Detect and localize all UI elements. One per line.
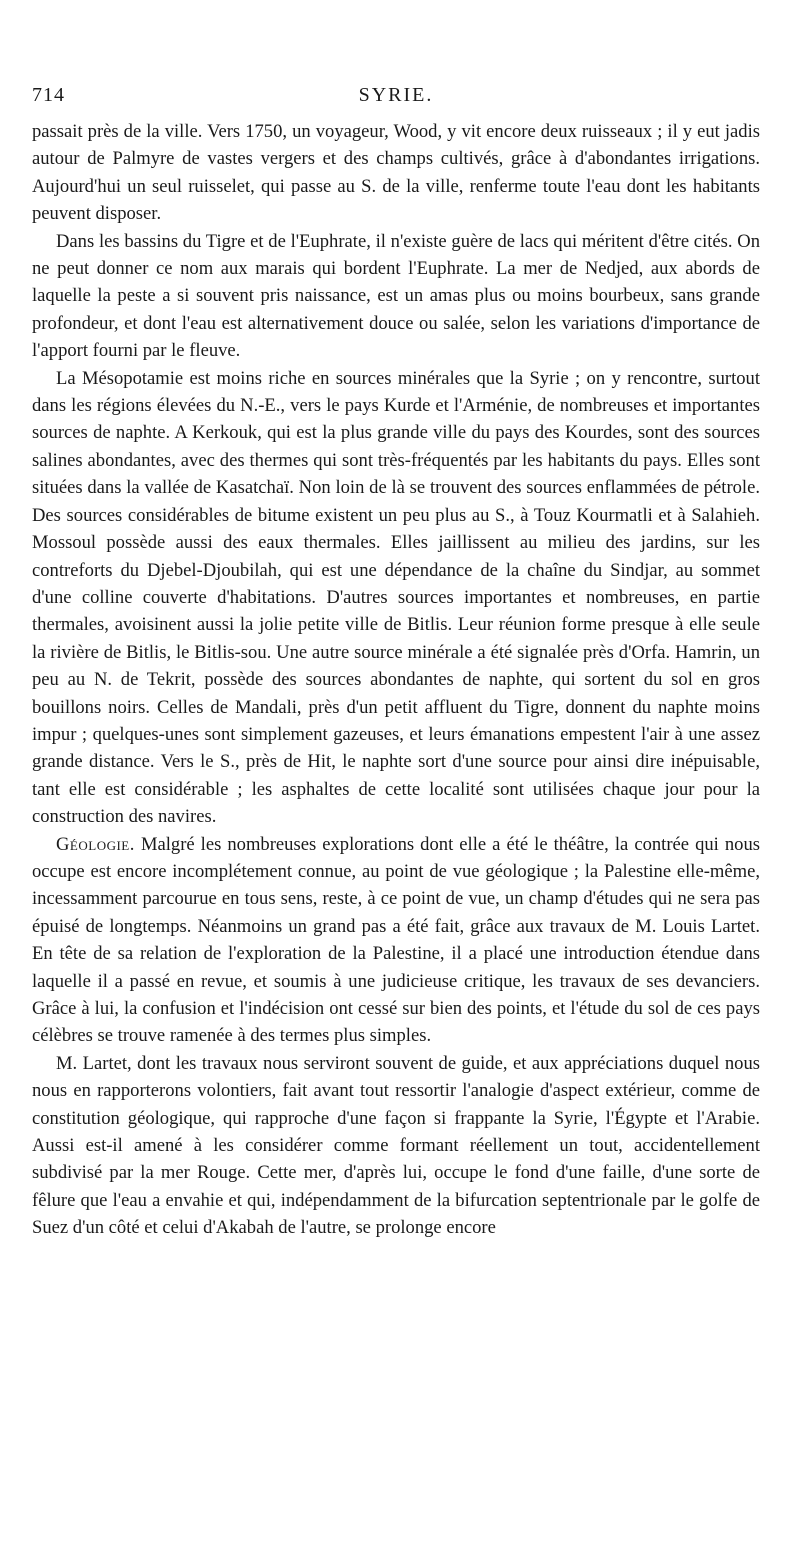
book-page xyxy=(32,84,760,1242)
paragraph-text: Malgré les nombreuses explorations dont elle a été le théâtre, la contrée qui nous occupe est encore incomplétement connue, au point de vue géologique ; la Palestine elle-même, incessamment parcourue en tous sens, reste, à ce point de vue, un champ d'études qui ne sera pas épuisé de longtemps. Néanmoins un grand pas a été fait, grâce aux travaux de M. Louis Lartet. En tête de sa relation de l'exploration de la Palestine, il a placé une introduction étendue dans laquelle il a passé en revue, et soumis à une judicieuse critique, les travaux de ses devanciers. Grâce à lui, la confusion et l'indécision ont cessé sur bien des points, et l'étude du sol de ces pays célèbres se trouve ramenée à des termes plus simples. xyxy=(32,833,760,1047)
paragraph-lacs xyxy=(32,228,760,365)
paragraph-text: passait près de la ville. Vers 1750, un voyageur, Wood, y vit encore deux ruisseaux ; il y eut jadis autour de Palmyre de vastes vergers et des champs cultivés, grâce à d'abondantes irrigations. Aujourd'hui un seul ruisselet, qui passe au S. de la ville, renferme toute l'eau dont les habitants peuvent disposer. xyxy=(32,121,760,225)
paragraph-palmyre xyxy=(32,118,760,228)
page-number: 714 xyxy=(32,84,65,106)
paragraph-lartet xyxy=(32,1050,760,1242)
paragraph-text: Dans les bassins du Tigre et de l'Euphrate, il n'existe guère de lacs qui méritent d'être cités. On ne peut donner ce nom aux marais qui bordent l'Euphrate. La mer de Nedjed, aux abords de laquelle la peste a si souvent pris naissance, est un amas plus ou moins bourbeux, sans grande profondeur, et dont l'eau est alternativement douce ou salée, selon les variations d'importance de l'apport fourni par le fleuve. xyxy=(32,230,760,362)
paragraph-sources-minerales xyxy=(32,365,760,831)
paragraph-geologie xyxy=(32,831,760,1050)
running-title: SYRIE. xyxy=(358,84,434,106)
paragraph-text: La Mésopotamie est moins riche en sources minérales que la Syrie ; on y rencontre, surtout dans les régions élevées du N.-E., vers le pays Kurde et l'Arménie, de nombreuses et importantes sources de naphte. A Kerkouk, qui est la plus grande ville du pays des Kourdes, sont des sources salines abondantes, avec des thermes qui sont très-fréquentés par les habitants du pays. Elles sont situées dans la vallée de Kasatchaï. Non loin de là se trouvent des sources enflammées de pétrole. Des sources considérables de bitume existent un peu plus au S., à Touz Kourmatli et à Salahieh. Mossoul possède aussi des eaux thermales. Elles jaillissent au milieu des jardins, sur les contreforts du Djebel-Djoubilah, qui est une dépendance de la chaîne du Sindjar, au sommet d'une colline couverte d'habitations. D'autres sources importantes et nombreuses, en partie thermales, avoisinent aussi la jolie petite ville de Bitlis. Leur réunion forme presque à elle seule la rivière de Bitlis, le Bitlis-sou. Une autre source minérale a été signalée près d'Orfa. Hamrin, un peu au N. de Tekrit, possède des sources abondantes de naphte, qui sortent du sol en gros bouillons noirs. Celles de Mandali, près d'un petit affluent du Tigre, donnent du naphte moins impur ; quelques-unes sont simplement gazeuses, et leurs émanations empestent l'air à une assez grande distance. Vers le S., près de Hit, le naphte sort d'une source pour ainsi dire inépuisable, tant elle est considérable ; les asphaltes de cette localité sont utilisées chaque jour pour la construction des navires. xyxy=(32,367,760,828)
paragraph-text: M. Lartet, dont les travaux nous serviront souvent de guide, et aux appréciations duquel nous nous en rapporterons volontiers, fait avant tout ressortir l'analogie d'aspect extérieur, comme de constitution géologique, qui rapproche d'une façon si frappante la Syrie, l'Égypte et l'Arabie. Aussi est-il amené à les considérer comme formant réellement un tout, accidentellement subdivisé par la mer Rouge. Cette mer, d'après lui, occupe le fond d'une faille, d'une sorte de fêlure que l'eau a envahie et qui, indépendamment de la bifurcation septentrionale par le golfe de Suez d'un côté et celui d'Akabah de l'autre, se prolonge encore xyxy=(32,1052,760,1239)
section-lead-geologie: Géologie. xyxy=(56,833,135,855)
body-text xyxy=(32,118,760,1242)
page-header xyxy=(32,84,760,118)
